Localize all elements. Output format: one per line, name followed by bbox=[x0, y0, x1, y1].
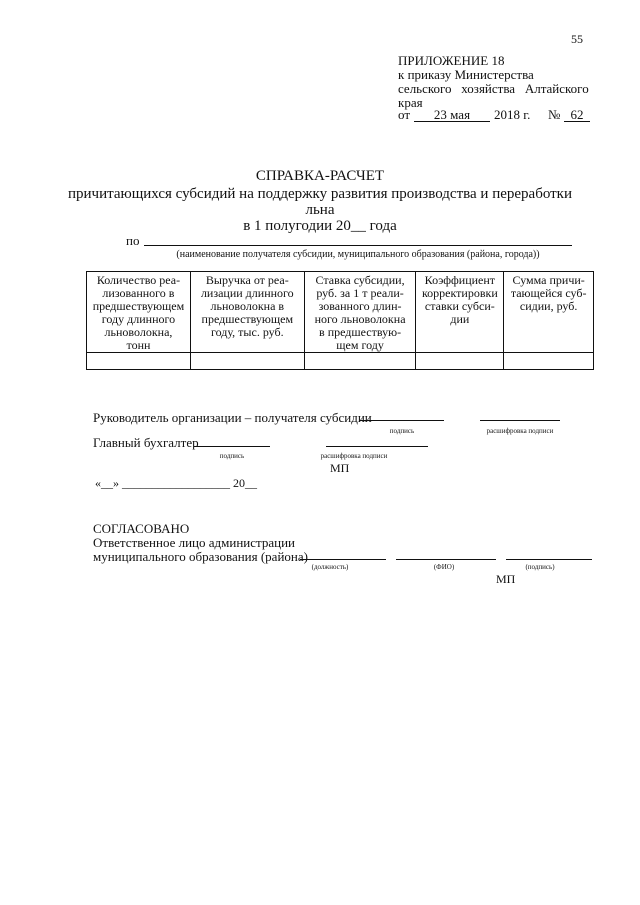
heading-line-1: причитающихся субсидий на поддержку развития производства и переработки bbox=[67, 186, 572, 202]
accountant-label: Главный бухгалтер bbox=[93, 435, 199, 450]
approval-line-2: муниципального образования (района) bbox=[93, 549, 308, 564]
head-decode-line bbox=[480, 420, 560, 421]
appendix-line-2: сельского хозяйства Алтайского bbox=[398, 81, 589, 96]
head-caption-sign: подпись bbox=[389, 427, 415, 435]
accountant-decode-line bbox=[326, 446, 428, 447]
appendix-number-prefix: № bbox=[548, 107, 561, 122]
heading-line-2: льна bbox=[305, 202, 335, 218]
appendix-date: 23 мая bbox=[414, 108, 490, 122]
appendix-date-prefix: от bbox=[398, 107, 411, 122]
recipient-prefix: по bbox=[126, 233, 140, 248]
accountant-sign-line bbox=[194, 446, 270, 447]
table-cell bbox=[416, 353, 504, 370]
approval-caption-position: (должность) bbox=[311, 563, 349, 571]
table-cell bbox=[304, 353, 416, 370]
table-cell bbox=[87, 353, 191, 370]
accountant-caption-sign: подпись bbox=[219, 452, 245, 460]
table-header-cell: Ставка субсидии, руб. за 1 т реали- зованного длин- ного льноволокна в предшествую- щем году bbox=[304, 272, 416, 353]
date-line: «__» __________________ 20__ bbox=[95, 476, 257, 490]
stamp-mark-2: МП bbox=[496, 572, 516, 586]
table-header-cell: Коэффициент корректировки ставки субси- дии bbox=[416, 272, 504, 353]
appendix-number: 62 bbox=[564, 108, 590, 122]
recipient-caption: (наименование получателя субсидии, муниципального образования (района, города)) bbox=[176, 249, 540, 260]
approval-sign-line bbox=[506, 559, 592, 560]
table-header-cell: Выручка от реа- лизации длинного льноволокна в предшествующем году, тыс. руб. bbox=[190, 272, 304, 353]
document-title: СПРАВКА-РАСЧЕТ bbox=[255, 168, 385, 184]
stamp-mark-1: МП bbox=[330, 461, 350, 475]
page-number: 55 bbox=[571, 32, 583, 46]
appendix-line-1: к приказу Министерства bbox=[398, 67, 534, 82]
recipient-line bbox=[144, 245, 572, 246]
head-sign-line bbox=[360, 420, 444, 421]
appendix-year: 2018 г. bbox=[494, 107, 531, 122]
calculation-table bbox=[86, 271, 594, 370]
table-header-row bbox=[87, 272, 594, 353]
heading-line-3: в 1 полугодии 20__ года bbox=[243, 218, 397, 234]
head-caption-decode: расшифровка подписи bbox=[486, 427, 554, 435]
approval-line-1: Ответственное лицо администрации bbox=[93, 535, 296, 550]
approval-title: СОГЛАСОВАНО bbox=[93, 521, 190, 536]
appendix-title: ПРИЛОЖЕНИЕ 18 bbox=[398, 53, 505, 68]
table-cell bbox=[504, 353, 594, 370]
approval-caption-fio: (ФИО) bbox=[433, 563, 455, 571]
head-label: Руководитель организации – получателя субсидии bbox=[93, 410, 372, 425]
approval-position-line bbox=[300, 559, 386, 560]
table-header-cell: Сумма причи- тающейся суб- сидии, руб. bbox=[504, 272, 594, 353]
table-cell bbox=[190, 353, 304, 370]
approval-fio-line bbox=[396, 559, 496, 560]
appendix-line-3: края bbox=[398, 95, 423, 110]
table-row bbox=[87, 353, 594, 370]
table-header-cell: Количество реа- лизованного в предшествующем году длинного льноволокна, тонн bbox=[87, 272, 191, 353]
accountant-caption-decode: расшифровка подписи bbox=[320, 452, 388, 460]
approval-caption-sign: (подпись) bbox=[525, 563, 555, 571]
